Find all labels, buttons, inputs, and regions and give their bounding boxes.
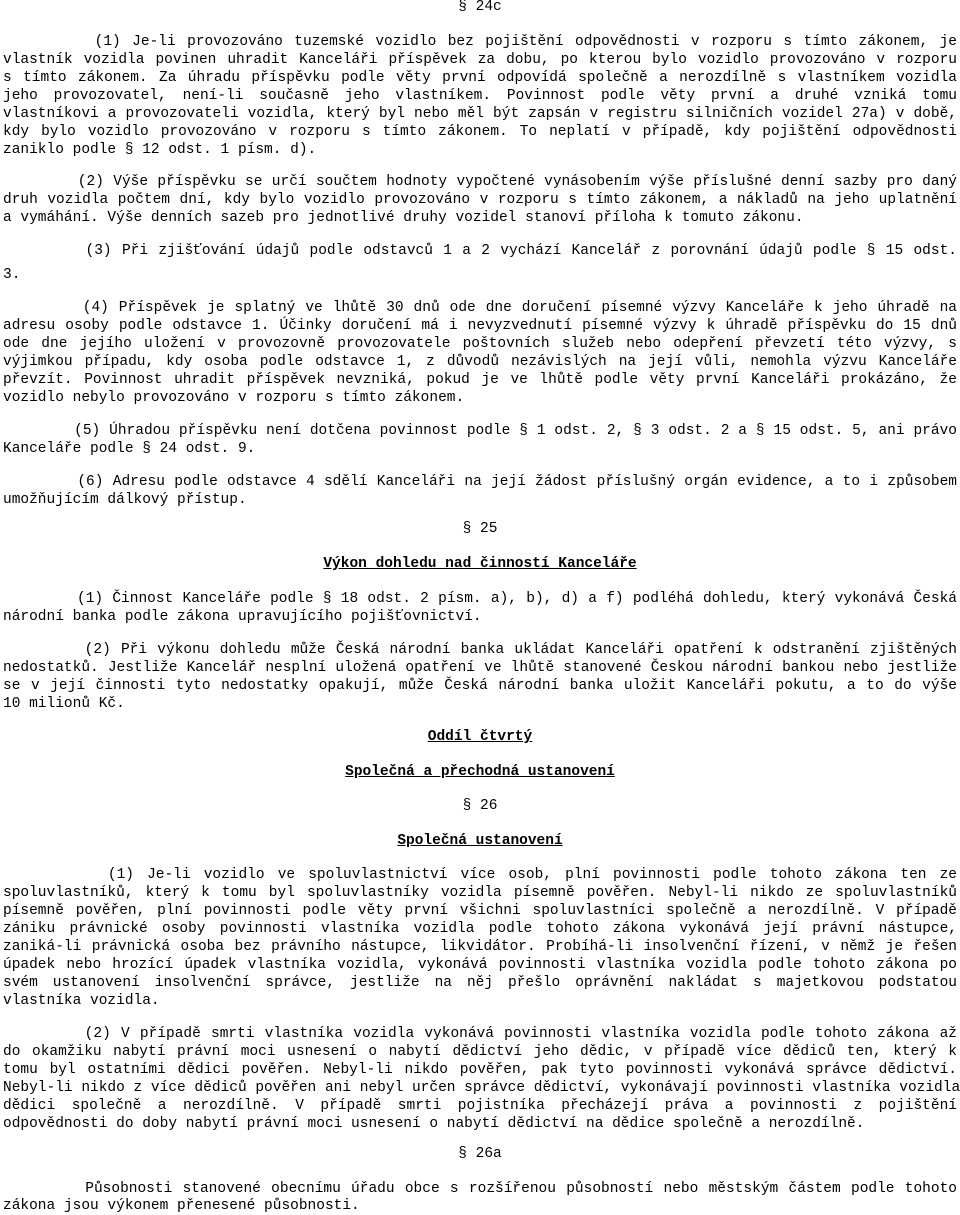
- part-title: Oddíl čtvrtý: [427, 729, 533, 745]
- section-title-25: Výkon dohledu nad činností Kanceláře: [323, 556, 637, 572]
- text-line: jeho provozovatel, není-li současně jeho vlastníkem. Povinnost podle věty první a druhé vzniká tomu: [3, 88, 957, 104]
- text-line: s tímto zákonem. Za úhradu příspěvku podle věty první odpovídá společně a nerozdílně s vlastníkem vozidla: [3, 70, 957, 86]
- text-line: (6) Adresu podle odstavce 4 sdělí Kanceláři na její žádost příslušný orgán evidence, a to i způsobem: [3, 474, 957, 490]
- text-line: (2) Při výkonu dohledu může Česká národní banka ukládat Kanceláři opatření k odstranění zjištěných: [3, 642, 957, 658]
- text-line: se v její činnosti tyto nedostatky opakují, může Česká národní banka uložit Kanceláři pokutu, a to do výše: [3, 678, 957, 694]
- text-line: převzít. Povinnost uhradit příspěvek nevzniká, pokud je ve lhůtě podle věty první Kanceláři prokázáno, že: [3, 372, 957, 388]
- text-line: vlastníka vozidla.: [3, 993, 160, 1009]
- text-line: výjimkou případu, kdy osoba podle odstavce 1, z důvodů nezávislých na její vůli, nemohla výzvu Kanceláře: [3, 354, 957, 370]
- text-line: vlastník vozidla povinen uhradit Kanceláři příspěvek za dobu, po kterou bylo vozidlo provozováno v rozporu: [3, 52, 957, 68]
- text-line: svém ustanovení insolvenční správce, jestliže na něj přešlo oprávnění nakládat s majetkovou podstatou: [3, 975, 957, 991]
- part-subtitle: Společná a přechodná ustanovení: [345, 764, 615, 780]
- text-line: nedostatků. Jestliže Kancelář nesplní uložená opatření ve lhůtě stanovené Českou národní bankou nebo jestliže: [3, 660, 957, 676]
- text-line: spoluvlastníků, který k tomu byl spoluvlastníky vozidla písemně pověřen. Nebyl-li nikdo ze spoluvlastníků: [3, 885, 957, 901]
- text-line: Nebyl-li nikdo z více dědiců pověřen ani nebyl určen správce dědictví, vykonávají povinnosti vlastníka vozidla: [3, 1080, 960, 1096]
- text-line: Kanceláře podle § 24 odst. 9.: [3, 441, 256, 457]
- text-line: zákona jsou výkonem přenesené působnosti.: [3, 1198, 360, 1214]
- text-line: (1) Je-li provozováno tuzemské vozidlo bez pojištění odpovědnosti v rozporu s tímto zákonem, je: [3, 34, 957, 50]
- text-line: vozidlo nebylo provozováno v rozporu s tímto zákonem.: [3, 390, 465, 406]
- text-line: úpadek nebo hrozící úpadek vlastníka vozidla, vykonává povinnosti vlastníka vozidla podle tohoto zákona po: [3, 957, 957, 973]
- section-heading-25: § 25: [462, 521, 498, 537]
- text-line: písemně pověřen, plní povinnosti podle věty první všichni spoluvlastníci společně a nerozdílně. V případě: [3, 903, 957, 919]
- text-line: a vymáhání. Výše denních sazeb pro jednotlivé druhy vozidel stanoví příloha k tomuto zákonu.: [3, 210, 804, 226]
- text-line: zániku právnické osoby povinnosti vlastníka vozidla podle tohoto zákona vykonává její právní nástupce,: [3, 921, 957, 937]
- text-line: 10 milionů Kč.: [3, 696, 125, 712]
- text-line: Působnosti stanovené obecnímu úřadu obce s rozšířenou působností nebo městským částem podle tohoto: [3, 1181, 957, 1197]
- text-line: (5) Úhradou příspěvku není dotčena povinnost podle § 1 odst. 2, § 3 odst. 2 a § 15 odst. 5, ani právo: [3, 423, 957, 439]
- text-line: (2) V případě smrti vlastníka vozidla vykonává povinnosti vlastníka vozidla podle tohoto zákona až: [3, 1026, 957, 1042]
- text-line: vlastníkovi a provozovateli vozidla, který byl nebo měl být zapsán v registru silničních vozidel 27a) v době,: [3, 106, 957, 122]
- section-title-26: Společná ustanovení: [397, 833, 563, 849]
- text-line: tomu byl ostatními dědici pověřen. Nebyl-li nikdo pověřen, pak tyto povinnosti vykonává správce dědictví.: [3, 1062, 957, 1078]
- section-heading-26a: § 26a: [458, 1146, 502, 1162]
- text-line: (2) Výše příspěvku se určí součtem hodnoty vypočtené vynásobením výše příslušné denní sazby pro daný: [3, 174, 957, 190]
- text-line: (4) Příspěvek je splatný ve lhůtě 30 dnů ode dne doručení písemné výzvy Kanceláře k jeho úhradě na: [3, 300, 957, 316]
- text-line: adresu osoby podle odstavce 1. Účinky doručení má i nevyzvednutí písemné výzvy k úhradě příspěvku do 15 dnů: [3, 318, 957, 334]
- text-line: umožňujícím dálkový přístup.: [3, 492, 247, 508]
- text-line: národní banka podle zákona upravujícího pojišťovnictví.: [3, 609, 482, 625]
- section-heading-24c: § 24c: [458, 0, 502, 15]
- text-line: (1) Je-li vozidlo ve spoluvlastnictví více osob, plní povinnosti podle tohoto zákona ten ze: [3, 867, 957, 883]
- text-line: odpovědnosti do doby nabytí právní moci usnesení o nabytí dědictví na dědice společně a nerozdílně.: [3, 1116, 865, 1132]
- text-line: druh vozidla počtem dní, kdy bylo vozidlo provozováno v rozporu s tímto zákonem, a nákladů na jeho uplatnění: [3, 192, 957, 208]
- text-line: (1) Činnost Kanceláře podle § 18 odst. 2 písm. a), b), d) a f) podléhá dohledu, který vykonává Česká: [3, 591, 957, 607]
- text-line: kdy bylo vozidlo provozováno v rozporu s tímto zákonem. To neplatí v případě, kdy pojištění odpovědnosti: [3, 124, 957, 140]
- text-line: zaniklo podle § 12 odst. 1 písm. d).: [3, 142, 317, 158]
- text-line: zaniká-li právnická osoba bez právního nástupce, likvidátor. Probíhá-li insolvenční řízení, v němž je řešen: [3, 939, 957, 955]
- text-line: (3) Při zjišťování údajů podle odstavců 1 a 2 vychází Kancelář z porovnání údajů podle § 15 odst.: [3, 243, 957, 259]
- text-line: 3.: [3, 267, 21, 283]
- text-line: dědici společně a nerozdílně. V případě smrti pojistníka přecházejí práva a povinnosti z pojištění: [3, 1098, 957, 1114]
- text-line: do okamžiku nabytí právní moci usnesení o nabytí dědictví jeho dědic, v případě více dědiců ten, který k: [3, 1044, 957, 1060]
- section-heading-26: § 26: [462, 798, 498, 814]
- text-line: ode dne jejího uložení v provozovně provozovatele poštovních služeb nebo odepření převzetí této výzvy, s: [3, 336, 957, 352]
